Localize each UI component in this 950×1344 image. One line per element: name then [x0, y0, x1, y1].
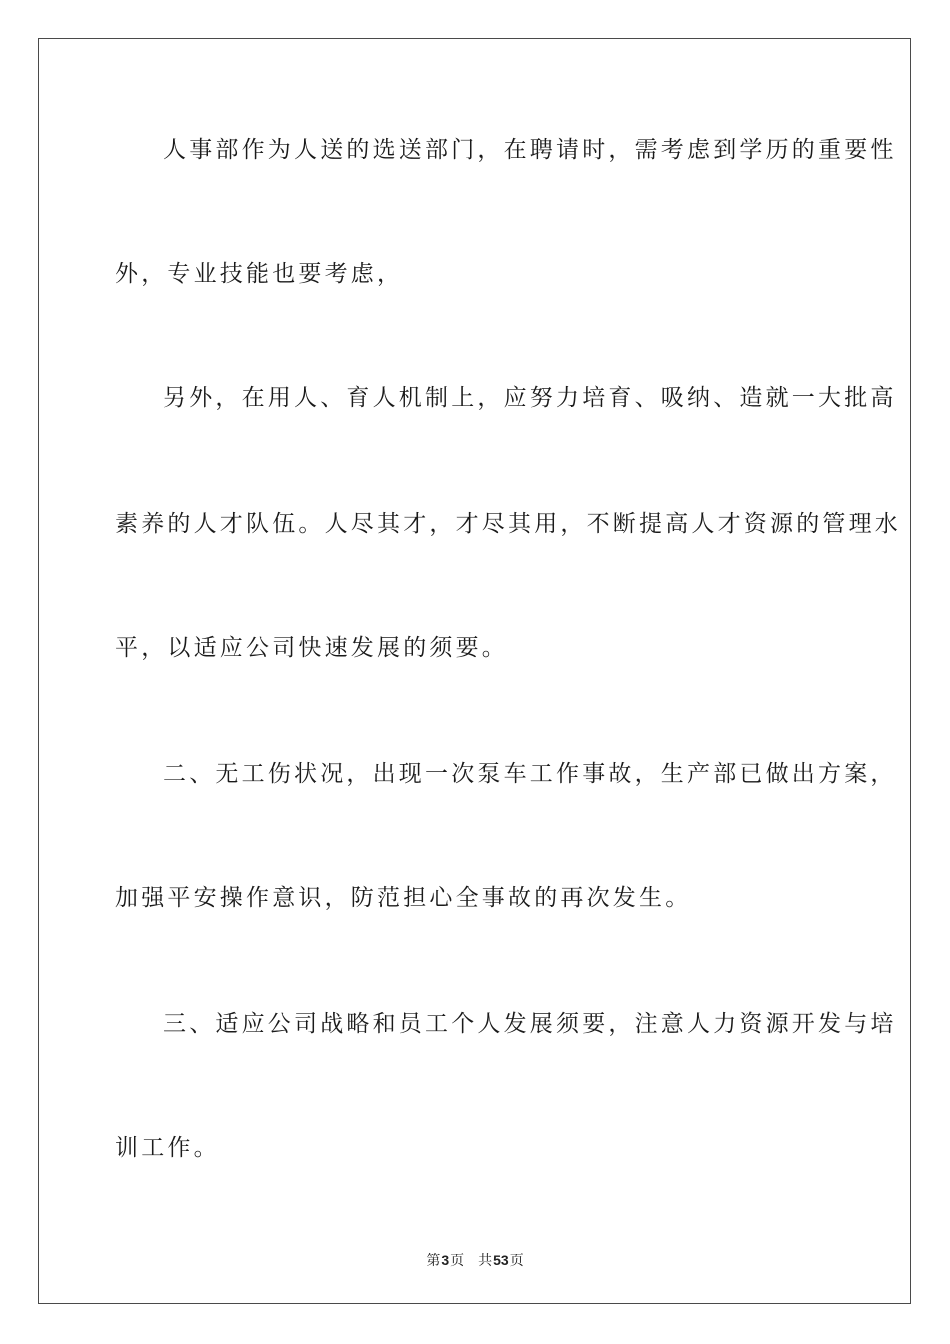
page-suffix: 页 — [450, 1253, 465, 1269]
text-line-7: 加强平安操作意识，防范担心全事故的再次发生。 — [115, 885, 692, 911]
text-line-9: 训工作。 — [115, 1135, 220, 1161]
text-line-3: 另外，在用人、育人机制上，应努力培育、吸纳、造就一大批高 — [163, 385, 897, 411]
text-line-6: 二、无工伤状况，出现一次泵车工作事故，生产部已做出方案， — [163, 761, 897, 787]
text-line-4: 素养的人才队伍。人尽其才，才尽其用，不断提高人才资源的管理水 — [115, 511, 901, 537]
page-footer — [0, 1250, 950, 1270]
text-line-8: 三、适应公司战略和员工个人发展须要，注意人力资源开发与培 — [163, 1011, 897, 1037]
page-number: 3 — [441, 1252, 450, 1268]
total-prefix: 共 — [478, 1253, 493, 1269]
total-pages: 53 — [493, 1252, 509, 1268]
text-line-5: 平，以适应公司快速发展的须要。 — [115, 635, 508, 661]
text-line-1: 人事部作为人送的选送部门，在聘请时，需考虑到学历的重要性 — [163, 137, 897, 163]
page-border — [38, 38, 911, 1304]
total-suffix: 页 — [509, 1253, 524, 1269]
text-line-2: 外，专业技能也要考虑， — [115, 261, 404, 287]
page-prefix: 第 — [426, 1253, 441, 1269]
